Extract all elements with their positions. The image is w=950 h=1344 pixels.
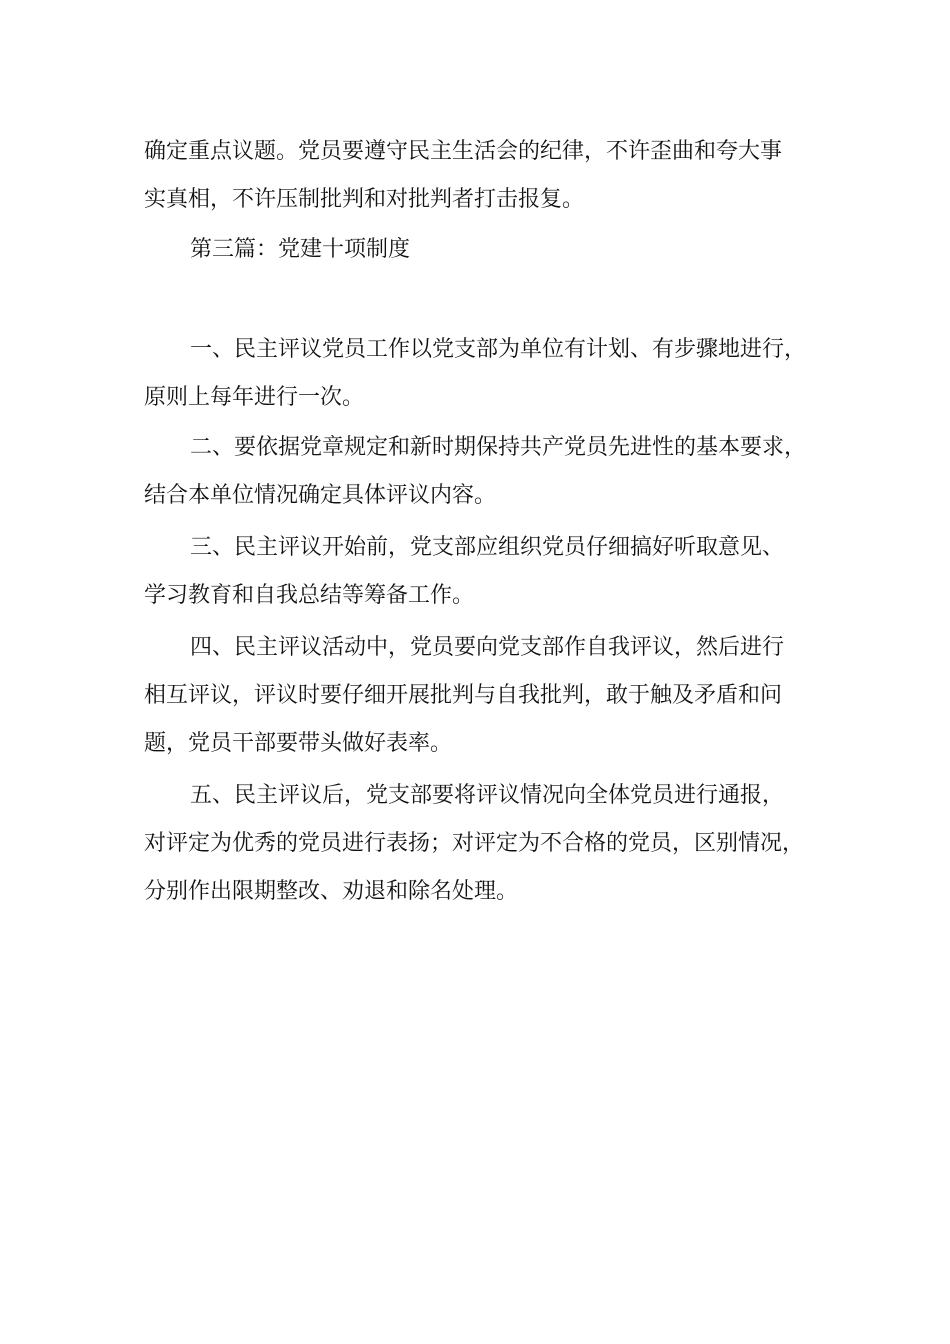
paragraph-line: 对评定为优秀的党员进行表扬；对评定为不合格的党员，区别情况， [144,831,805,856]
paragraph-line: 二、要依据党章规定和新时期保持共产党员先进性的基本要求， [190,435,807,460]
paragraph-line: 五、民主评议后，党支部要将评议情况向全体党员进行通报， [190,783,785,808]
item-paragraph-5 [144,772,834,916]
paragraph-line: 结合本单位情况确定具体评议内容。 [144,483,497,508]
paragraph-line: 实真相，不许压制批判和对批判者打击报复。 [144,187,585,212]
paragraph-line: 题，党员干部要带头做好表率。 [144,731,453,756]
item-paragraph-3 [144,524,834,620]
paragraph-line: 原则上每年进行一次。 [144,385,365,410]
section-title-text: 第三篇：党建十项制度 [190,237,411,262]
continuation-paragraph [144,128,834,224]
paragraph-line: 三、民主评议开始前，党支部应组织党员仔细搞好听取意见、 [190,535,785,560]
paragraph-line: 学习教育和自我总结等筹备工作。 [144,583,475,608]
item-paragraph-4 [144,624,834,768]
paragraph-line: 四、民主评议活动中，党员要向党支部作自我评议，然后进行 [190,635,785,660]
item-paragraph-1 [144,326,834,422]
paragraph-line: 分别作出限期整改、劝退和除名处理。 [144,879,519,904]
item-paragraph-2 [144,424,834,520]
paragraph-line: 一、民主评议党员工作以党支部为单位有计划、有步骤地进行， [190,337,807,362]
section-title [144,226,834,274]
paragraph-line: 相互评议，评议时要仔细开展批判与自我批判，敢于触及矛盾和问 [144,683,783,708]
paragraph-line: 确定重点议题。党员要遵守民主生活会的纪律，不许歪曲和夸大事 [144,139,783,164]
